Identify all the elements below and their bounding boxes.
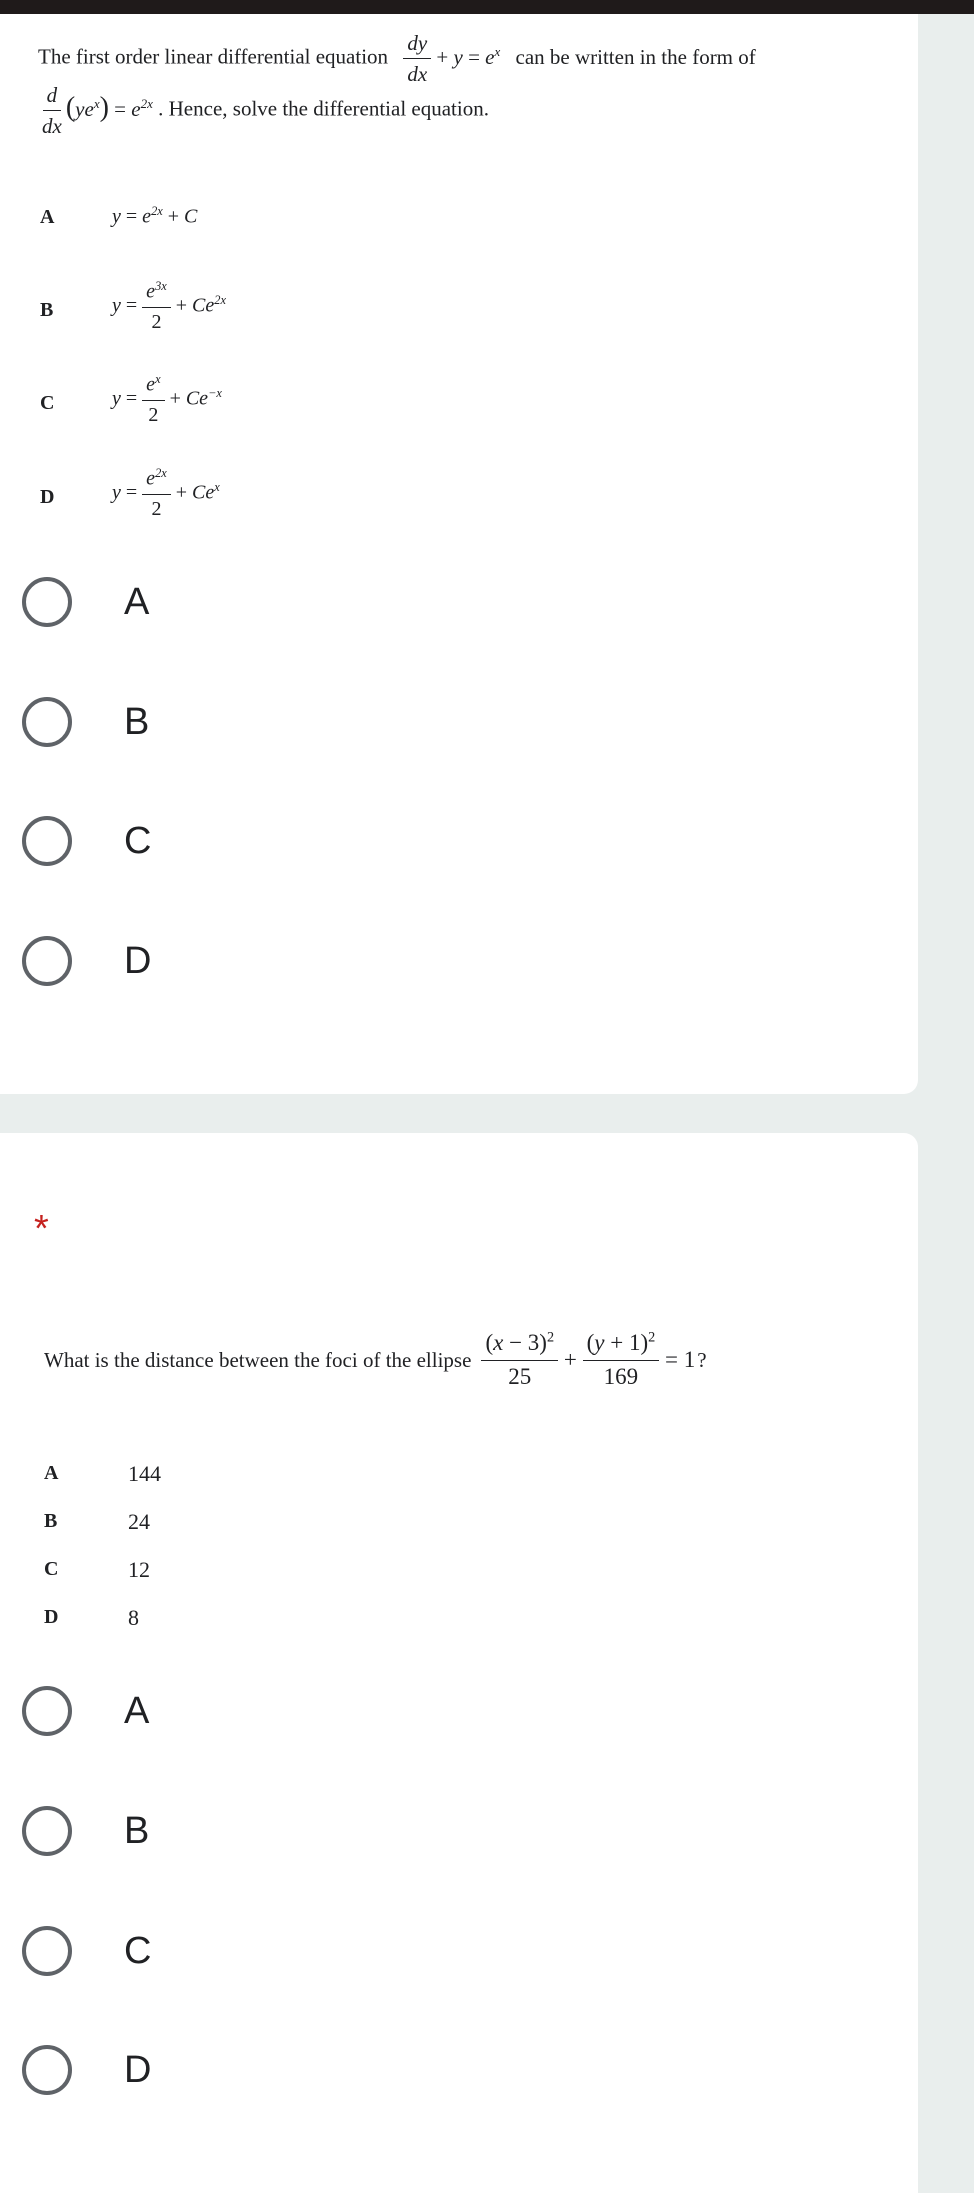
q1-radio-label-a: A <box>124 580 150 623</box>
q2-radio-circle-d[interactable] <box>22 2045 72 2095</box>
q1-radio-label-c: C <box>124 819 152 862</box>
q2-radio-label-d: D <box>124 2048 152 2091</box>
q1-radio-circle-d[interactable] <box>22 936 72 986</box>
q2-radio-choice-d[interactable] <box>22 2040 151 2100</box>
q1-radio-label-b: B <box>124 700 150 743</box>
q2-option-letter-a: A <box>44 1462 59 1484</box>
question-card-2 <box>0 1133 918 2193</box>
q1-option-letter-b: B <box>40 299 54 321</box>
q1-option-letter-a: A <box>40 206 55 228</box>
q2-ellipse-equation: $\frac{(x - 3)^2}{25}$ + $\frac{(y + 1)^2}{169}$ = 1 <box>481 1329 695 1392</box>
q2-prompt-start: What is the distance between the foci of the ellipse <box>44 1347 472 1372</box>
q1-option-expr-c: y = $\frac{e^x}{2}$ + $Ce^{-x}$ <box>112 372 222 426</box>
q2-radio-circle-c[interactable] <box>22 1926 72 1976</box>
q2-radio-circle-b[interactable] <box>22 1806 72 1856</box>
question-2-prompt <box>44 1329 707 1392</box>
q1-radio-choice-c[interactable] <box>22 811 151 871</box>
question-card-1 <box>0 14 918 1094</box>
q1-prompt-middle: can be written in the form of <box>515 44 756 69</box>
q2-option-letter-c: C <box>44 1558 59 1580</box>
q1-equation: $\frac{dy}{dx}$ + $y = e^x$ <box>403 45 505 69</box>
q2-radio-circle-a[interactable] <box>22 1686 72 1736</box>
q1-radio-circle-a[interactable] <box>22 577 72 627</box>
top-bar <box>0 0 974 14</box>
q2-radio-label-a: A <box>124 1689 150 1732</box>
q2-option-value-d: 8 <box>128 1605 139 1630</box>
q1-option-letter-d: D <box>40 486 55 508</box>
q2-option-value-a: 144 <box>128 1461 161 1486</box>
q2-option-value-b: 24 <box>128 1509 150 1534</box>
required-asterisk: * <box>34 1208 49 1250</box>
q2-radio-choice-c[interactable] <box>22 1921 151 1981</box>
q2-prompt-end: ? <box>697 1347 707 1372</box>
q1-prompt-end: . Hence, solve the differential equation. <box>158 96 489 121</box>
q1-option-letter-c: C <box>40 392 55 414</box>
q1-radio-choice-d[interactable] <box>22 931 151 991</box>
q2-radio-choice-b[interactable] <box>22 1801 149 1861</box>
q1-radio-choice-b[interactable] <box>22 692 149 752</box>
q1-radio-circle-c[interactable] <box>22 816 72 866</box>
q2-option-letter-b: B <box>44 1510 58 1532</box>
question-1-prompt <box>38 30 756 88</box>
q1-radio-circle-b[interactable] <box>22 697 72 747</box>
q2-option-letter-d: D <box>44 1606 59 1628</box>
q2-radio-label-c: C <box>124 1929 152 1972</box>
q1-form-equation: $\frac{d}{dx}$ $(ye^x) = e^{2x}$ <box>42 83 153 139</box>
question-1-prompt-line2 <box>38 82 489 140</box>
q1-option-expr-b: y = $\frac{e^{3x}}{2}$ + $Ce^{2x}$ <box>112 279 226 333</box>
q2-option-value-c: 12 <box>128 1557 150 1582</box>
q2-radio-choice-a[interactable] <box>22 1681 149 1741</box>
q1-prompt-start: The first order linear differential equation <box>38 44 389 69</box>
q1-radio-choice-a[interactable] <box>22 572 149 632</box>
q1-option-expr-d: y = $\frac{e^{2x}}{2}$ + $Ce^x$ <box>112 466 220 520</box>
q1-option-expr-a: $y = e^{2x} + C$ <box>112 204 198 228</box>
q1-radio-label-d: D <box>124 939 152 982</box>
q2-radio-label-b: B <box>124 1809 150 1852</box>
